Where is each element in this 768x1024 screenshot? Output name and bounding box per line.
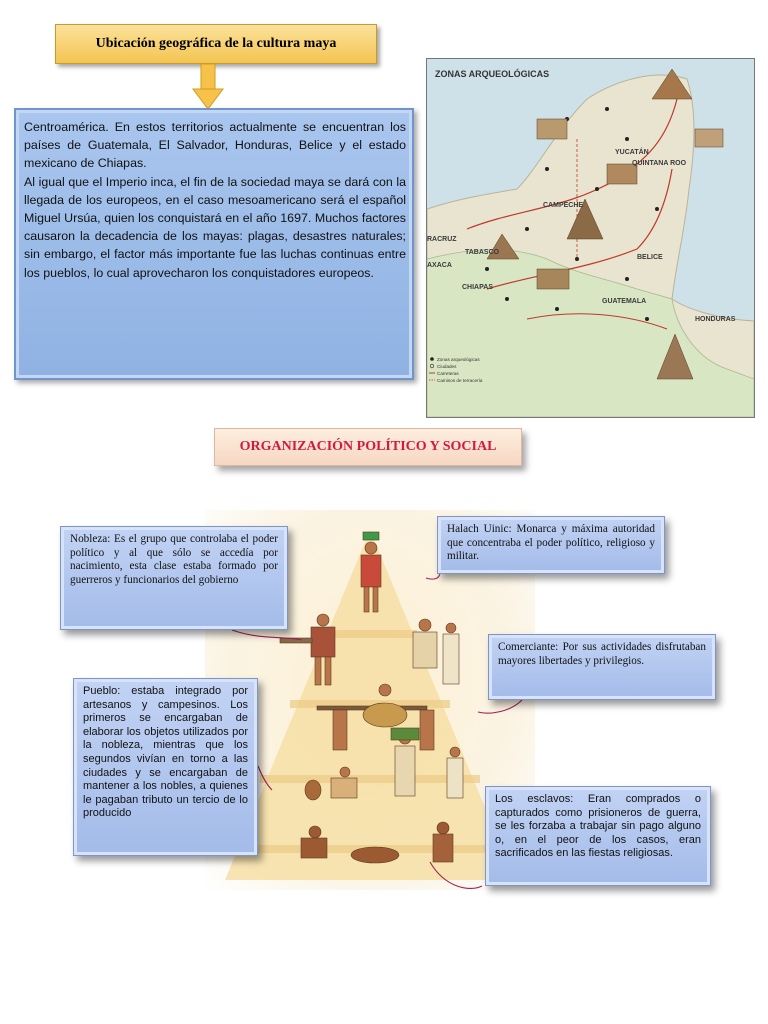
intro-paragraph-1: Centroamérica. En estos territorios actualmente se encuentran los países de Guatemala, El Salvador, Honduras, Belice y el estado mexicano de Chiapas. [24, 120, 406, 171]
edge-label-oaxaca: AXACA [427, 262, 452, 269]
note-halach-uinic [437, 516, 665, 574]
legend-ciudades: Ciudades [437, 364, 457, 369]
page-title-text: Ubicación geográfica de la cultura maya [95, 36, 337, 51]
edge-label-veracruz: RACRUZ [427, 236, 457, 243]
region-belice: BELICE [637, 254, 663, 261]
legend-carreteras: Carreteras [437, 371, 459, 376]
region-yucatan: YUCATÁN [615, 149, 649, 156]
note-halach-text: Halach Uinic: Monarca y máxima autoridad que concentraba el poder político, religioso y militar. [447, 523, 655, 563]
note-pueblo-text: Pueblo: estaba integrado por artesanos y campesinos. Los primeros se encargaban de elaborar los objetos utilizados por la nobleza, mientras que los segundos vivían en torno a las ciudades y se encargaban de mantener a los nobles, a quienes le pagaban tributo un tercio de lo producido [83, 685, 248, 820]
page-title [55, 24, 377, 64]
note-esclavos-text: Los esclavos: Eran comprados o capturados como prisioneros de guerra, se les forzaba a trabajar sin pago alguno o, en el peor de los casos, eran sacrificados en las fiestas religiosas. [495, 793, 701, 860]
region-honduras: HONDURAS [695, 316, 736, 323]
note-comerciante [488, 634, 716, 700]
map-image [427, 59, 754, 417]
region-quintana-roo: QUINTANA ROO [632, 160, 687, 167]
note-nobleza [60, 526, 288, 630]
region-guatemala: GUATEMALA [602, 298, 647, 305]
legend-zonas: Zonas arqueológicas [437, 357, 480, 362]
note-nobleza-text: Nobleza: Es el grupo que controlaba el poder político y al que sólo se accedía por nacimiento, esta clase estaba formado por guerreros y funcionarios del gobierno [70, 533, 278, 586]
down-arrow-icon [192, 64, 224, 110]
legend-caminos: Caminos de terracería [437, 378, 483, 383]
organization-title [214, 428, 522, 466]
region-tabasco: TABASCO [465, 249, 500, 256]
intro-text-box [14, 108, 414, 380]
note-comerciante-text: Comerciante: Por sus actividades disfrutaban mayores libertades y privilegios. [498, 641, 706, 667]
organization-title-text: ORGANIZACIÓN POLÍTICO Y SOCIAL [239, 439, 497, 454]
intro-paragraph-2: Al igual que el Imperio inca, el fin de la sociedad maya se dará con la llegada de los europeos, en el caso mesoamericano será el español Miguel Ursúa, quien los conquistará en el año 1697. Muchos factores causaron la decadencia de los mayas: plagas, desastres naturales; sin embargo, el factor más importante fue las luchas continuas entre los pueblos, lo cual aprovecharon los conquistadores europeos. [24, 174, 406, 280]
map-title: ZONAS ARQUEOLÓGICAS [435, 69, 550, 79]
archaeological-zones-map [426, 58, 755, 418]
region-campeche: CAMPECHE [543, 202, 584, 209]
note-pueblo [73, 678, 258, 856]
region-chiapas: CHIAPAS [462, 284, 493, 291]
note-esclavos [485, 786, 711, 886]
